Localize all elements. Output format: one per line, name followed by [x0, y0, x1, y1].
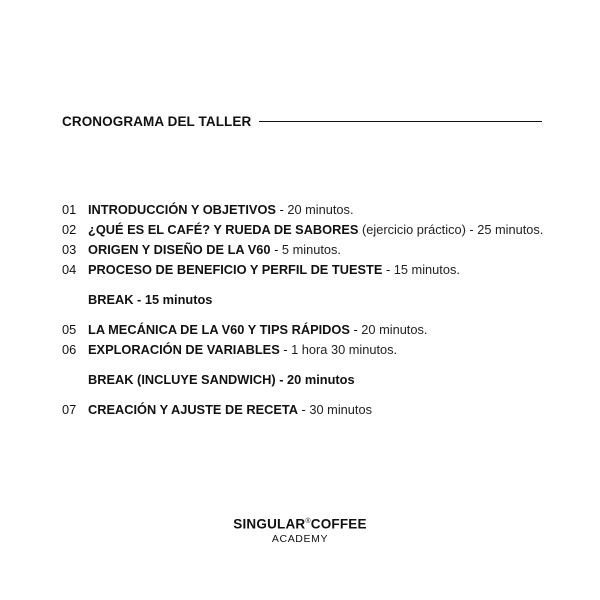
agenda-item-duration: 20 minutos.	[361, 322, 428, 337]
logo-word-singular: SINGULAR	[233, 516, 306, 532]
agenda-item-title: PROCESO DE BENEFICIO Y PERFIL DE TUESTE	[88, 262, 383, 277]
agenda-item-duration: (ejercicio práctico) - 25 minutos.	[362, 222, 544, 237]
agenda-item-title: ORIGEN Y DISEÑO DE LA V60	[88, 242, 271, 257]
title-divider-line	[259, 121, 542, 122]
agenda-item-separator: -	[298, 402, 310, 417]
schedule-header	[62, 114, 542, 129]
agenda-item-number: 04	[62, 262, 77, 277]
agenda-item-duration: 5 minutos.	[281, 242, 341, 257]
agenda-item-title: CREACIÓN Y AJUSTE DE RECETA	[88, 402, 298, 417]
brand-logo	[0, 514, 600, 546]
agenda-item-01	[62, 200, 582, 220]
break-item: BREAK (INCLUYE SANDWICH) - 20 minutos	[88, 372, 355, 387]
break-item: BREAK - 15 minutos	[88, 292, 213, 307]
agenda-item-duration: 20 minutos.	[287, 202, 354, 217]
agenda-item-separator: -	[279, 342, 292, 357]
agenda-item-02	[62, 220, 582, 240]
agenda-item-separator: -	[382, 262, 394, 277]
agenda-item-title: EXPLORACIÓN DE VARIABLES	[88, 342, 280, 357]
registered-mark: ®	[305, 518, 311, 525]
page-title: CRONOGRAMA DEL TALLER	[62, 114, 252, 129]
agenda-item-number: 03	[62, 242, 77, 257]
agenda-item-duration: 15 minutos.	[393, 262, 460, 277]
agenda-item-title: LA MECÁNICA DE LA V60 Y TIPS RÁPIDOS	[88, 322, 350, 337]
agenda-item-04	[62, 260, 582, 280]
agenda-item-number: 06	[62, 342, 77, 357]
agenda-item-03	[62, 240, 582, 260]
agenda-item-number: 01	[62, 202, 77, 217]
logo-wordmark	[0, 514, 600, 533]
agenda-item-duration: 30 minutos	[309, 402, 372, 417]
agenda-item-number: 02	[62, 222, 77, 237]
logo-word-coffee: COFFEE	[310, 516, 367, 532]
agenda-item-title: INTRODUCCIÓN Y OBJETIVOS	[88, 202, 276, 217]
agenda-item-07	[62, 400, 582, 420]
agenda-item-number: 07	[62, 402, 77, 417]
logo-subtitle: ACADEMY	[271, 532, 329, 545]
agenda-item-separator: -	[270, 242, 282, 257]
agenda-item-05	[62, 320, 582, 340]
agenda-list	[62, 200, 582, 420]
agenda-item-separator: -	[275, 202, 288, 217]
agenda-item-title: ¿QUÉ ES EL CAFÉ? Y RUEDA DE SABORES	[88, 222, 359, 237]
agenda-item-06	[62, 340, 582, 360]
agenda-item-duration: 1 hora 30 minutos.	[291, 342, 398, 357]
agenda-item-separator: -	[349, 322, 362, 337]
agenda-item-number: 05	[62, 322, 77, 337]
